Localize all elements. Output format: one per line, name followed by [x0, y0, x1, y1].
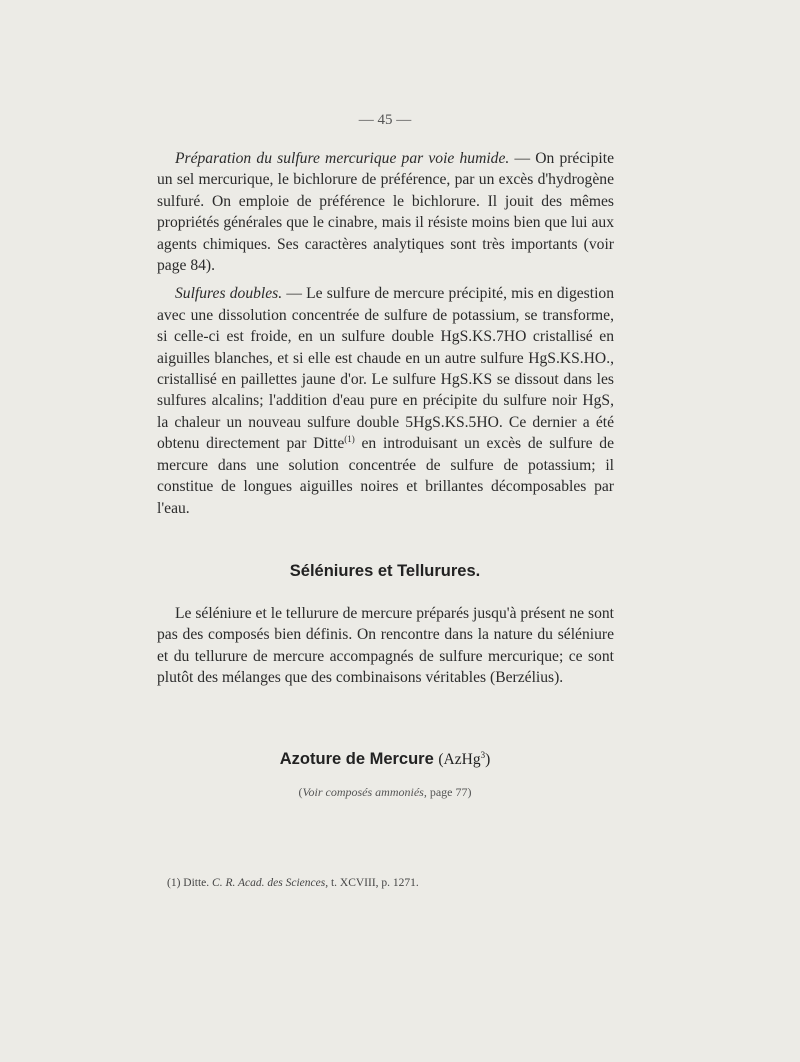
paragraph-sulfures-doubles	[157, 283, 614, 518]
section-sulfure-mercurique	[157, 148, 614, 519]
footnote: (1) Ditte. C. R. Acad. des Sciences, t. XCVIII, p. 1271.	[167, 877, 419, 889]
paragraph-text: — Le sulfure de mercure précipité, mis en digestion avec une dissolution concentrée de sulfure de potassium, se transforme, si celle-ci est froide, en un sulfure double HgS.KS.7HO cristallisé en aiguilles blanches, et si elle est chaude en un autre sulfure HgS.KS.HO., cristallisé en paillettes jaune d'or. Le sulfure HgS.KS se dissout dans les sulfures alcalins; l'addition d'eau pure en précipite du sulfure noir HgS, la chaleur un nouveau sulfure double 5HgS.KS.5HO. Ce dernier a été obtenu directement par Ditte	[157, 285, 615, 453]
footnote-reference: (1)	[344, 434, 355, 445]
paragraph-text: — On précipite un sel mercurique, le bichlorure de préférence, par un excès d'hydrogène sulfuré. On emploie de préférence le bichlorure. Il jouit des mêmes propriétés générales que le cinabre, mais il résiste moins bien que lui aux agents chimiques. Ses caractères analytiques sont très importants (voir page 84).	[157, 150, 614, 275]
page-number: — 45 —	[358, 112, 412, 128]
cross-reference-note: (Voir composés ammoniés, page 77)	[298, 785, 472, 799]
section-heading-seleniures: Séléniures et Tellurures.	[289, 562, 481, 580]
section-seleniures	[157, 603, 614, 689]
chemical-formula: (AzHg$^3$)	[438, 749, 491, 768]
paragraph-text: en introduisant un excès de sulfure de mercure dans une solution concentrée de sulfure de potassium; il constitue de longues aiguilles noires et brillantes décomposables par l'eau.	[157, 435, 615, 517]
paragraph-title: Préparation du sulfure mercurique par voie humide.	[175, 150, 510, 167]
paragraph-preparation	[157, 148, 614, 276]
paragraph-title: Sulfures doubles.	[175, 285, 283, 303]
paragraph-seleniures: Le séléniure et le tellurure de mercure préparés jusqu'à présent ne sont pas des composés bien définis. On rencontre dans la nature du séléniure et du tellurure de mercure accompagnés de sulfure mercurique; ce sont plutôt des mélanges que des combinaisons véritables (Berzélius).	[157, 605, 614, 687]
heading-text: Azoture de Mercure	[279, 750, 434, 768]
section-heading-azoture	[0, 750, 770, 769]
